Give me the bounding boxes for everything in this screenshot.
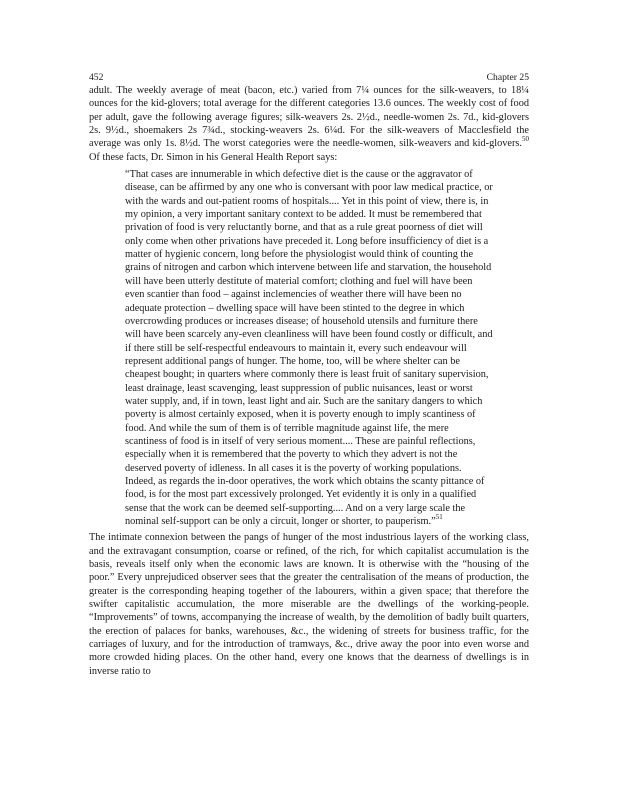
footnote-ref-51: 51 <box>435 512 443 521</box>
footnote-ref-50: 50 <box>522 134 529 143</box>
quote-text: “That cases are innumerable in which defective diet is the cause or the aggravator of disease, can be affirmed by any one who is conversant with poor law medical practice, or with the wards and out-patient rooms of hospitals.... Yet in this point of view, there is, in my opinion, a very important sanitary context to be added. It must be remembered that privation of food is very reluctantly borne, and that as a rule great poorness of diet will only come when other privations have preceded it. Long before insufficiency of diet is a matter of hygienic concern, long before the physiologist would think of counting the grains of nitrogen and carbon which intervene between life and starvation, the household will have been utterly destitute of material comfort; clothing and fuel will have been even scantier than food – against inclemencies of weather there will have been no adequate protection – dwelling space will have been stinted to the degree in which overcrowding produces or increases disease; of household utensils and furniture there will have been scarcely any-even cleanliness will have been found costly or difficult, and if there still be self-respectful endeavours to maintain it, every such endeavour will represent additional pangs of hunger. The home, too, will be where shelter can be cheapest bought; in quarters where commonly there is least fruit of sanitary supervision, least drainage, least scavenging, least suppression of public nuisances, least or worst water supply, and, if in town, least light and air. Such are the sanitary dangers to which poverty is almost certainly exposed, when it is poverty enough to imply scantiness of food. And while the sum of them is of terrible magnitude against life, the mere scantiness of food is in itself of very serious moment.... These are painful reflections, especially when it is remembered that the poverty to which they advert is not the deserved poverty of idleness. In all cases it is the poverty of working populations. Indeed, as regards the in-door operatives, the work which obtains the scanty pittance of food, is for the most part excessively prolonged. Yet evidently it is only in a qualified sense that the work can be deemed self-supporting.... And on a very large scale the nominal self-support can be only a circuit, longer or shorter, to pauperism.” <box>125 169 493 527</box>
intro-paragraph <box>89 84 529 164</box>
running-head <box>89 72 529 84</box>
intro-text-after: Of these facts, Dr. Simon in his General Health Report says: <box>89 151 338 163</box>
book-page <box>89 72 529 678</box>
page-number: 452 <box>89 72 104 83</box>
block-quote <box>125 168 493 528</box>
closing-paragraph: The intimate connexion between the pangs of hunger of the most industrious layers of the working class, and the extravagant consumption, coarse or refined, of the rich, for which capitalist accumulation is the basis, reveals itself only when the economic laws are known. It is otherwise with the “housing of the poor.” Every unprejudiced observer sees that the greater the centralisation of the means of production, the greater is the corresponding heaping together of the labourers, within a given space; that therefore the swifter capitalistic accumulation, the more miserable are the dwellings of the working-people. “Improvements” of towns, accompanying the increase of wealth, by the demolition of badly built quarters, the erection of palaces for banks, warehouses, &c., the widening of streets for business traffic, for the carriages of luxury, and for the introduction of tramways, &c., drive away the poor into even worse and more crowded hiding places. On the other hand, every one knows that the dearness of dwellings is in inverse ratio to <box>89 532 529 677</box>
quote-paragraph <box>125 168 493 528</box>
chapter-title: Chapter 25 <box>486 72 529 83</box>
intro-text: adult. The weekly average of meat (bacon, etc.) varied from 7¼ ounces for the silk-weavers, to 18¼ ounces for the kid-glovers; total average for the different categories 13.6 ounces. The weekly cost of food per adult, gave the following average figures; silk-weavers 2s. 2½d., needle-women 2s. 7d., kid-glovers 2s. 9½d., shoemakers 2s 7¾d., stocking-weavers 2s. 6¼d. For the silk-weavers of Macclesfield the average was only 1s. 8½d. The worst categories were the needle-women, silk-weavers and kid-glovers. <box>89 85 529 150</box>
